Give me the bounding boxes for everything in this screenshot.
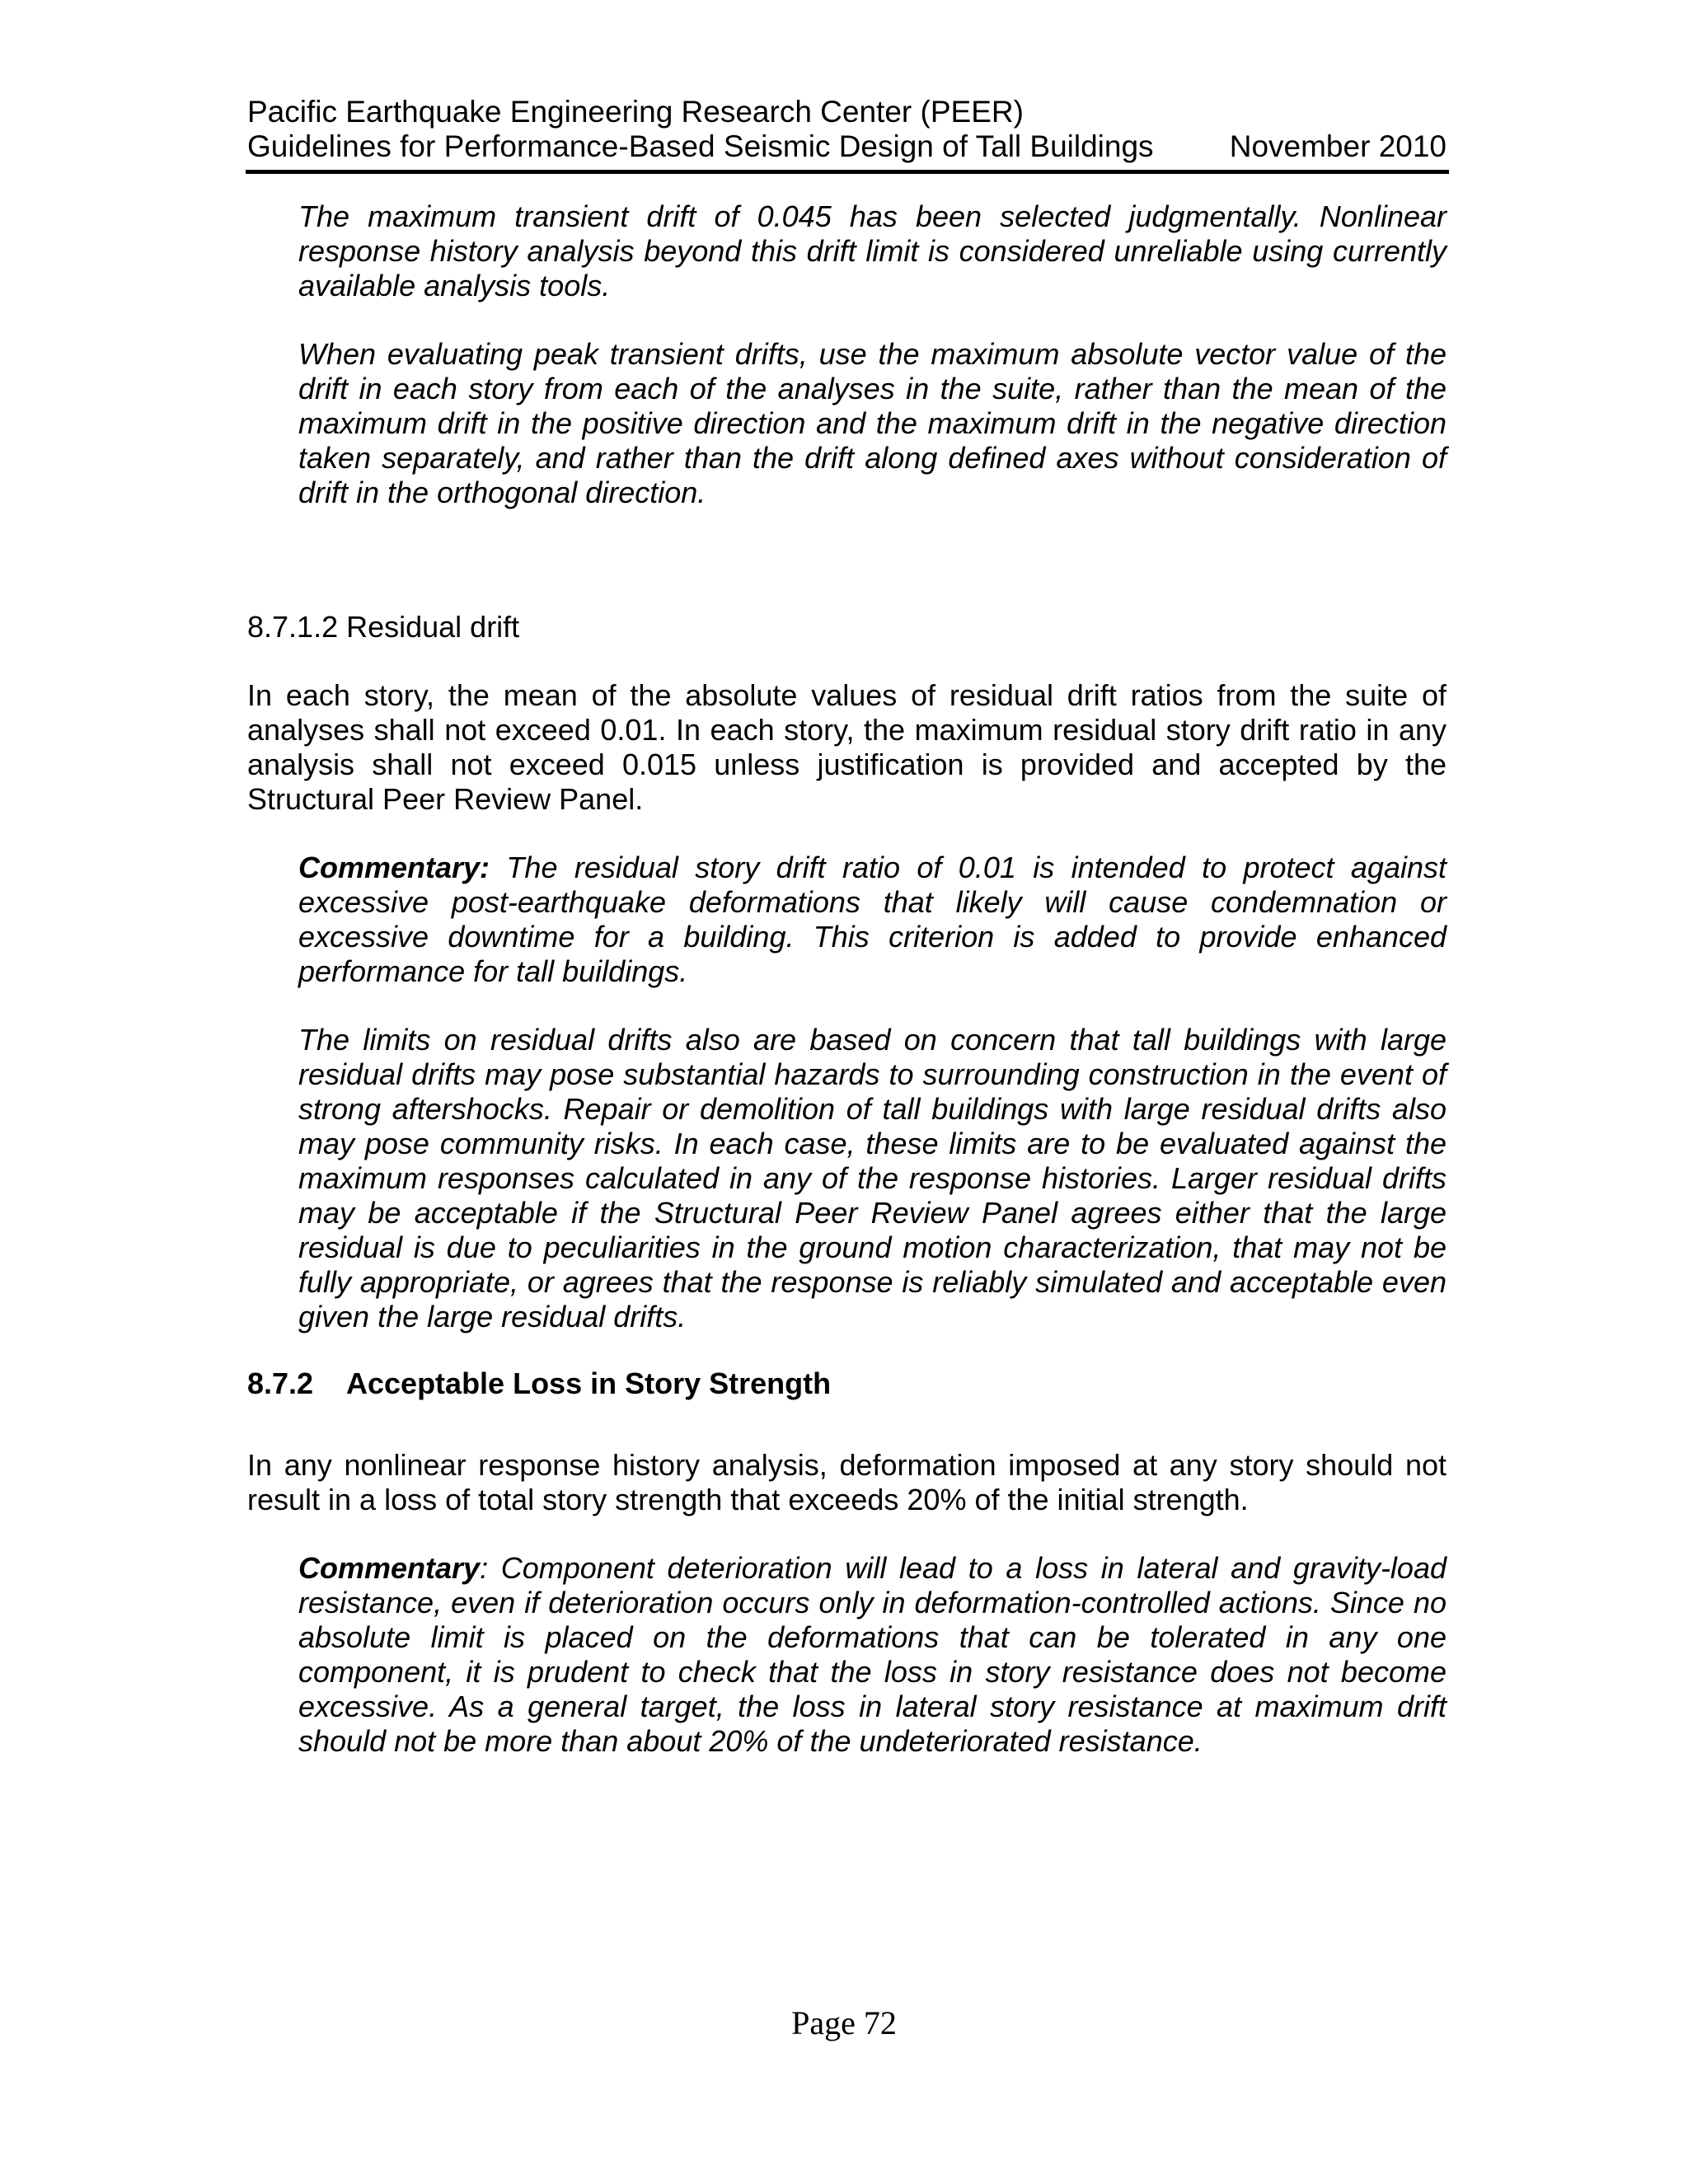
header-organization: Pacific Earthquake Engineering Research Center (PEER)	[247, 95, 1024, 129]
commentary-label: Commentary:	[298, 851, 490, 884]
subsection-heading-residual-drift: 8.7.1.2 Residual drift	[247, 610, 520, 644]
page-header	[247, 95, 1447, 164]
commentary-transient-drift-paragraph-1: The maximum transient drift of 0.045 has been selected judgmentally. Nonlinear response history analysis beyond this drift limit is considered unreliable using currently available analysis tools.	[298, 199, 1447, 302]
commentary-label: Commentary	[298, 1551, 481, 1585]
residual-drift-body-paragraph: In each story, the mean of the absolute values of residual drift ratios from the suite of analyses shall not exceed 0.01. In each story, the maximum residual story drift ratio in any analysis shall not exceed 0.015 unless justification is provided and accepted by the Structural Peer Review Panel.	[247, 678, 1447, 816]
section-title: Acceptable Loss in Story Strength	[346, 1366, 832, 1400]
commentary-residual-drift-paragraph-2: The limits on residual drifts also are based on concern that tall buildings with large residual drifts may pose substantial hazards to surrounding construction in the event of strong aftershocks. Repair or demolition of tall buildings with large residual drifts also may pose community risks. In each case, these limits are to be evaluated against the maximum responses calculated in any of the response histories. Larger residual drifts may be acceptable if the Structural Peer Review Panel agrees either that the large residual is due to peculiarities in the ground motion characterization, that may not be fully appropriate, or agrees that the response is reliably simulated and acceptable even given the large residual drifts.	[298, 1023, 1447, 1333]
page-number: Page 72	[791, 2004, 897, 2041]
commentary-text: The residual story drift ratio of 0.01 is intended to protect against excessive post-earthquake deformations that likely will cause condemnation or excessive downtime for a building. This criterion is added to provide enhanced performance for tall buildings.	[298, 851, 1447, 988]
section-heading-acceptable-loss	[247, 1366, 831, 1401]
commentary-acceptable-loss-paragraph	[298, 1551, 1447, 1759]
commentary-colon: :	[480, 1551, 489, 1585]
section-number: 8.7.2	[247, 1366, 314, 1400]
commentary-text: Component deterioration will lead to a loss in lateral and gravity-load resistance, even if deterioration occurs only in deformation-controlled actions. Since no absolute limit is placed on the deformations that can be tolerated in any one component, it is prudent to check that the loss in story resistance does not become excessive. As a general target, the loss in lateral story resistance at maximum drift should not be more than about 20% of the undeteriorated resistance.	[298, 1551, 1447, 1758]
header-date: November 2010	[1229, 129, 1447, 163]
header-divider	[246, 170, 1449, 174]
commentary-residual-drift-paragraph-1	[298, 851, 1447, 989]
header-title-row	[247, 129, 1447, 164]
acceptable-loss-body-paragraph: In any nonlinear response history analysis, deformation imposed at any story should not result in a loss of total story strength that exceeds 20% of the initial strength.	[247, 1448, 1447, 1516]
header-document-title: Guidelines for Performance-Based Seismic Design of Tall Buildings	[247, 129, 1154, 163]
commentary-transient-drift-paragraph-2: When evaluating peak transient drifts, use the maximum absolute vector value of the drift in each story from each of the analyses in the suite, rather than the mean of the maximum drift in the positive direction and the maximum drift in the negative direction taken separately, and rather than the drift along defined axes without consideration of drift in the orthogonal direction.	[298, 337, 1447, 509]
